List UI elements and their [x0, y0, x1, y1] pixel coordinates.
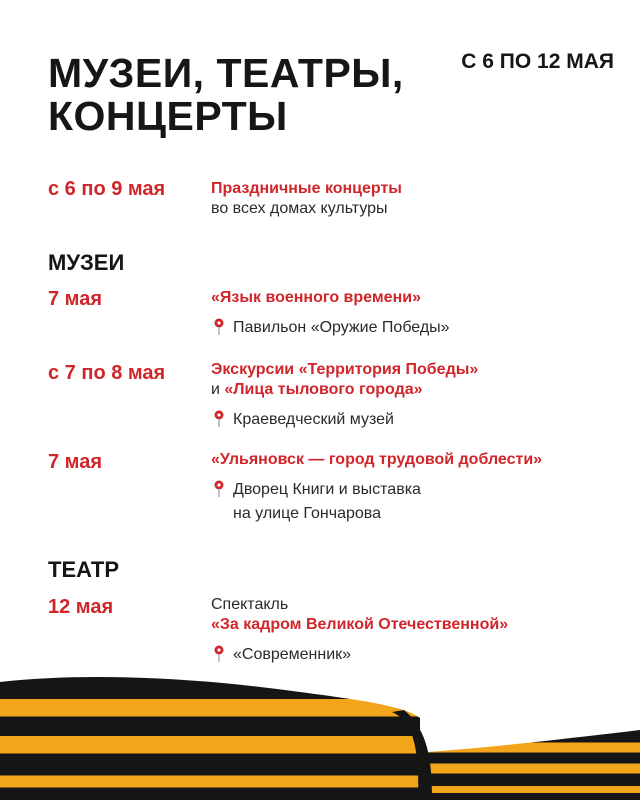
theatre-heading: ТЕАТР — [48, 557, 120, 582]
date-range-badge: С 6 ПО 12 МАЯ — [461, 50, 614, 73]
museum-1-title: «Язык военного времени» — [211, 289, 421, 306]
theatre-date: 12 мая — [48, 596, 114, 618]
museum-3-date: 7 мая — [48, 451, 103, 473]
concerts-event — [211, 179, 621, 219]
museum-1-location — [213, 316, 633, 340]
museum-2-event — [211, 360, 621, 400]
museum-3-location-line-1: Дворец Книги и выставка — [233, 481, 421, 498]
map-pin-icon — [213, 410, 225, 428]
museum-2-date: с 7 по 8 мая — [48, 362, 166, 384]
page-title-line-2: КОНЦЕРТЫ — [48, 93, 288, 139]
museum-3-title: «Ульяновск — город трудовой доблести» — [211, 451, 543, 468]
page-title — [48, 52, 404, 138]
map-pin-icon — [213, 480, 225, 498]
museum-3-location-line-2: на улице Гончарова — [233, 505, 382, 522]
museum-2-title-part-1: Экскурсии «Территория Победы» — [211, 361, 479, 378]
theatre-title: «За кадром Великой Отечественной» — [211, 616, 509, 633]
museum-1-event — [211, 288, 621, 308]
museum-1-date: 7 мая — [48, 288, 103, 310]
museum-3-location — [213, 478, 633, 526]
concerts-title: Праздничные концерты — [211, 180, 402, 197]
theatre-location-text: «Современник» — [233, 646, 352, 663]
museum-2-location — [213, 408, 633, 432]
museum-2-location-text: Краеведческий музей — [233, 411, 394, 428]
concerts-date: с 6 по 9 мая — [48, 178, 166, 200]
concerts-subtitle: во всех домах культуры — [211, 200, 388, 217]
museums-heading: МУЗЕИ — [48, 250, 125, 275]
theatre-event — [211, 595, 621, 635]
museum-1-location-text: Павильон «Оружие Победы» — [233, 319, 450, 336]
page-title-line-1: МУЗЕИ, ТЕАТРЫ, — [48, 50, 404, 96]
map-pin-icon — [213, 318, 225, 336]
museum-2-connector: и — [211, 381, 220, 398]
museum-3-event — [211, 450, 621, 470]
theatre-kind: Спектакль — [211, 596, 289, 613]
st-george-ribbon — [0, 660, 640, 800]
museum-2-title-part-2: «Лица тылового города» — [224, 381, 423, 398]
